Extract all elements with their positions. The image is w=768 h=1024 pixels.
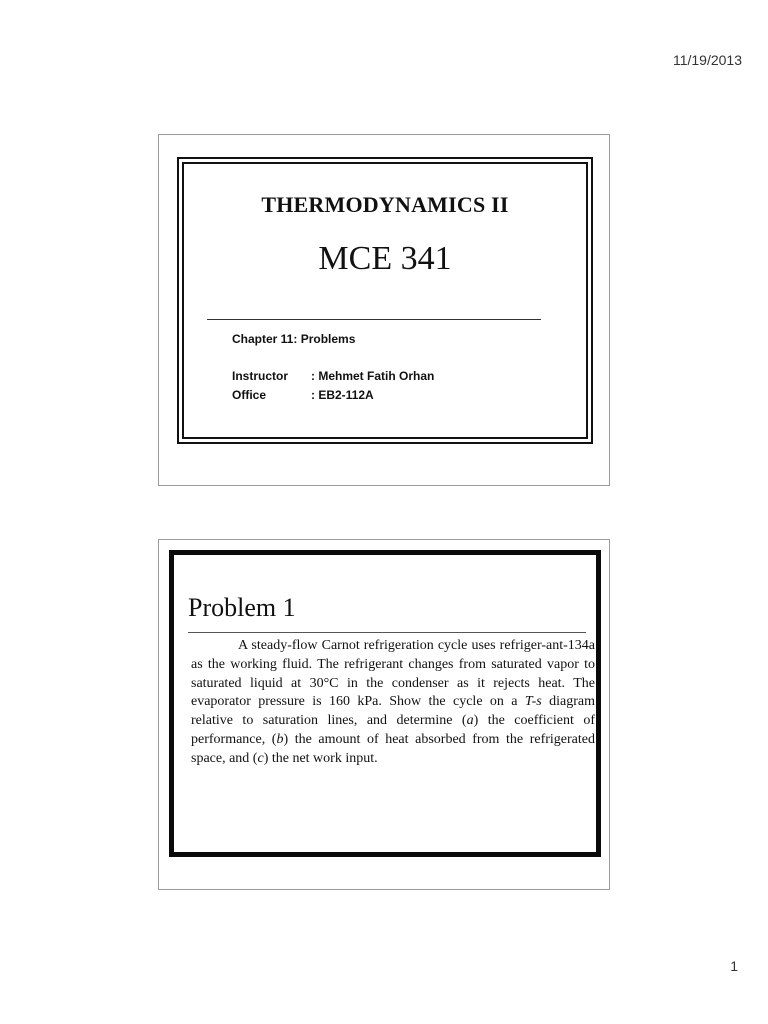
problem-text-part: diagram relative to saturation lines, and determine ( [191, 694, 595, 729]
problem-text-c: c [257, 750, 264, 766]
instructor-label: Instructor [232, 369, 289, 383]
page-date: 11/19/2013 [672, 52, 742, 68]
problem-title: Problem 1 [188, 593, 296, 622]
office-row [232, 388, 374, 402]
divider [207, 319, 541, 320]
problem-statement [191, 637, 595, 769]
problem-text-a: a [466, 713, 474, 729]
slide-title [158, 134, 610, 486]
course-code: MCE 341 [318, 240, 452, 277]
problem-text-part: A steady-flow Carnot refrigeration cycle uses refriger-ant-134a as the working fluid. The refrigerant changes from saturated vapor to saturated liquid at 30°C in the condenser as it rejects heat. The evaporator pressure is 160 kPa. Show the cycle on a [191, 638, 595, 710]
page-number: 1 [730, 958, 738, 974]
course-title: THERMODYNAMICS II [261, 192, 509, 217]
instructor-row [232, 369, 434, 383]
problem-text-b: b [276, 731, 284, 747]
title-frame [177, 157, 593, 444]
office-label: Office [232, 388, 267, 402]
problem-text-part: ) the coefficient of performance, ( [191, 713, 596, 747]
problem-text-ts: T-s [524, 694, 542, 710]
problem-text-part: ) the amount of heat absorbed from the refrigerated space, and ( [191, 731, 595, 766]
title-frame-inner [182, 162, 588, 439]
slide-problem-1 [158, 539, 610, 890]
chapter-label: Chapter 11: Problems [232, 332, 356, 346]
office-value: : EB2-112A [311, 388, 374, 402]
problem-text-part: ) the net work input. [263, 750, 378, 766]
problem-divider [188, 632, 586, 633]
instructor-value: : Mehmet Fatih Orhan [311, 369, 435, 383]
problem-frame [169, 550, 601, 857]
